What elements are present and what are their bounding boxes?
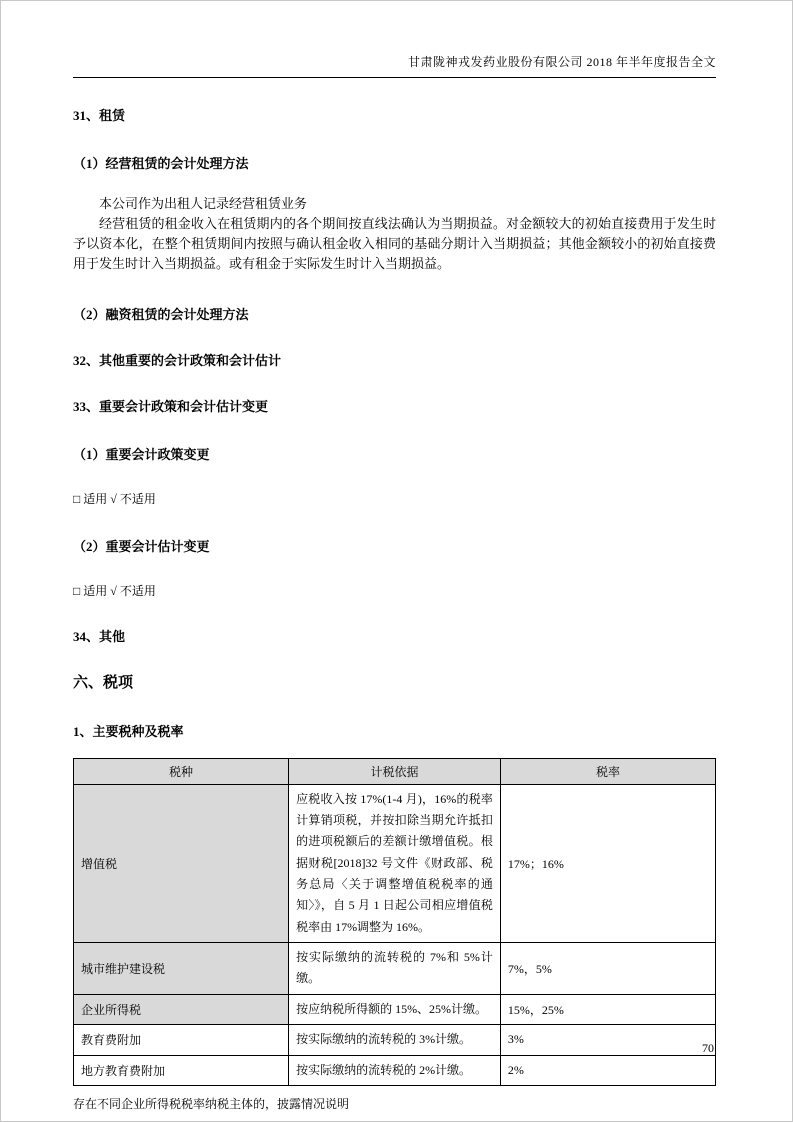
tax-rate-cell: 3% xyxy=(500,1025,715,1055)
page-header xyxy=(73,53,716,78)
tax-rate-cell: 7%，5% xyxy=(500,943,715,995)
tax-name-cell: 企业所得税 xyxy=(74,994,289,1024)
paragraph-operating-lease-policy: 经营租赁的租金收入在租赁期内的各个期间按直线法确认为当期损益。对金额较大的初始直接费用于发生时予以资本化，在整个租赁期间内按照与确认租金收入相同的基础分期计入当期损益；其他金额较小的初始直接费用于发生时计入当期损益。或有租金于实际发生时计入当期损益。 xyxy=(73,216,716,272)
tax-basis-cell: 按实际缴纳的流转税的 3%计缴。 xyxy=(289,1025,501,1055)
heading-33-2-accounting-estimate-change: （2）重要会计估计变更 xyxy=(73,538,210,554)
tax-table-disclosure-note: 存在不同企业所得税税率纳税主体的，披露情况说明 xyxy=(73,1096,350,1111)
tax-table xyxy=(73,758,716,1086)
applicability-statement-1: □ 适用 √ 不适用 xyxy=(73,491,156,506)
tax-name-cell: 地方教育费附加 xyxy=(74,1055,289,1085)
heading-33-policy-changes: 33、重要会计政策和会计估计变更 xyxy=(73,398,269,414)
tax-basis-cell: 按实际缴纳的流转税的 2%计缴。 xyxy=(289,1055,501,1085)
heading-31-leases: 31、租赁 xyxy=(73,108,126,123)
column-header-tax-rate: 税率 xyxy=(500,758,715,784)
tax-name-cell: 教育费附加 xyxy=(74,1025,289,1055)
tax-basis-cell: 应税收入按 17%(1-4 月)，16%的税率计算销项税，并按扣除当期允许抵扣的进项税额后的差额计缴增值税。根据财税[2018]32 号文件《财政部、税务总局〈关于调整增值税税率的通知〉》，自 5 月 1 日起公司相应增值税税率由 17%调整为 16%。 xyxy=(289,784,501,943)
tax-name-cell: 城市维护建设税 xyxy=(74,943,289,995)
tax-rate-cell: 2% xyxy=(500,1055,715,1085)
table-row-vat xyxy=(74,784,716,943)
page-number: 70 xyxy=(702,1041,714,1055)
heading-6-1-main-taxes: 1、主要税种及税率 xyxy=(73,723,184,739)
heading-6-taxation: 六、税项 xyxy=(73,674,134,691)
report-title: 甘肃陇神戎发药业股份有限公司 2018 年半年度报告全文 xyxy=(407,55,716,69)
table-row-corporate-income-tax xyxy=(74,994,716,1024)
report-body xyxy=(73,105,716,1112)
tax-table-header-row xyxy=(74,758,716,784)
tax-rate-cell: 17%；16% xyxy=(500,784,715,943)
heading-34-other: 34、其他 xyxy=(73,628,126,644)
tax-name-cell: 增值税 xyxy=(74,784,289,943)
table-row-local-education-surcharge xyxy=(74,1055,716,1085)
heading-31-1-operating-lease: （1）经营租赁的会计处理方法 xyxy=(73,156,249,171)
column-header-tax-type: 税种 xyxy=(74,758,289,784)
tax-basis-cell: 按应纳税所得额的 15%、25%计缴。 xyxy=(289,994,501,1024)
column-header-tax-basis: 计税依据 xyxy=(289,758,501,784)
heading-31-2-finance-lease: （2）融资租赁的会计处理方法 xyxy=(73,306,249,322)
paragraph-lessor-note: 本公司作为出租人记录经营租赁业务 xyxy=(99,196,308,211)
table-row-education-surcharge xyxy=(74,1025,716,1055)
tax-rate-cell: 15%，25% xyxy=(500,994,715,1024)
heading-33-1-accounting-policy-change: （1）重要会计政策变更 xyxy=(73,446,210,462)
table-row-urban-maintenance-tax xyxy=(74,943,716,995)
applicability-statement-2: □ 适用 √ 不适用 xyxy=(73,583,156,598)
heading-32-other-policies: 32、其他重要的会计政策和会计估计 xyxy=(73,352,282,368)
tax-basis-cell: 按实际缴纳的流转税的 7%和 5%计缴。 xyxy=(289,943,501,995)
